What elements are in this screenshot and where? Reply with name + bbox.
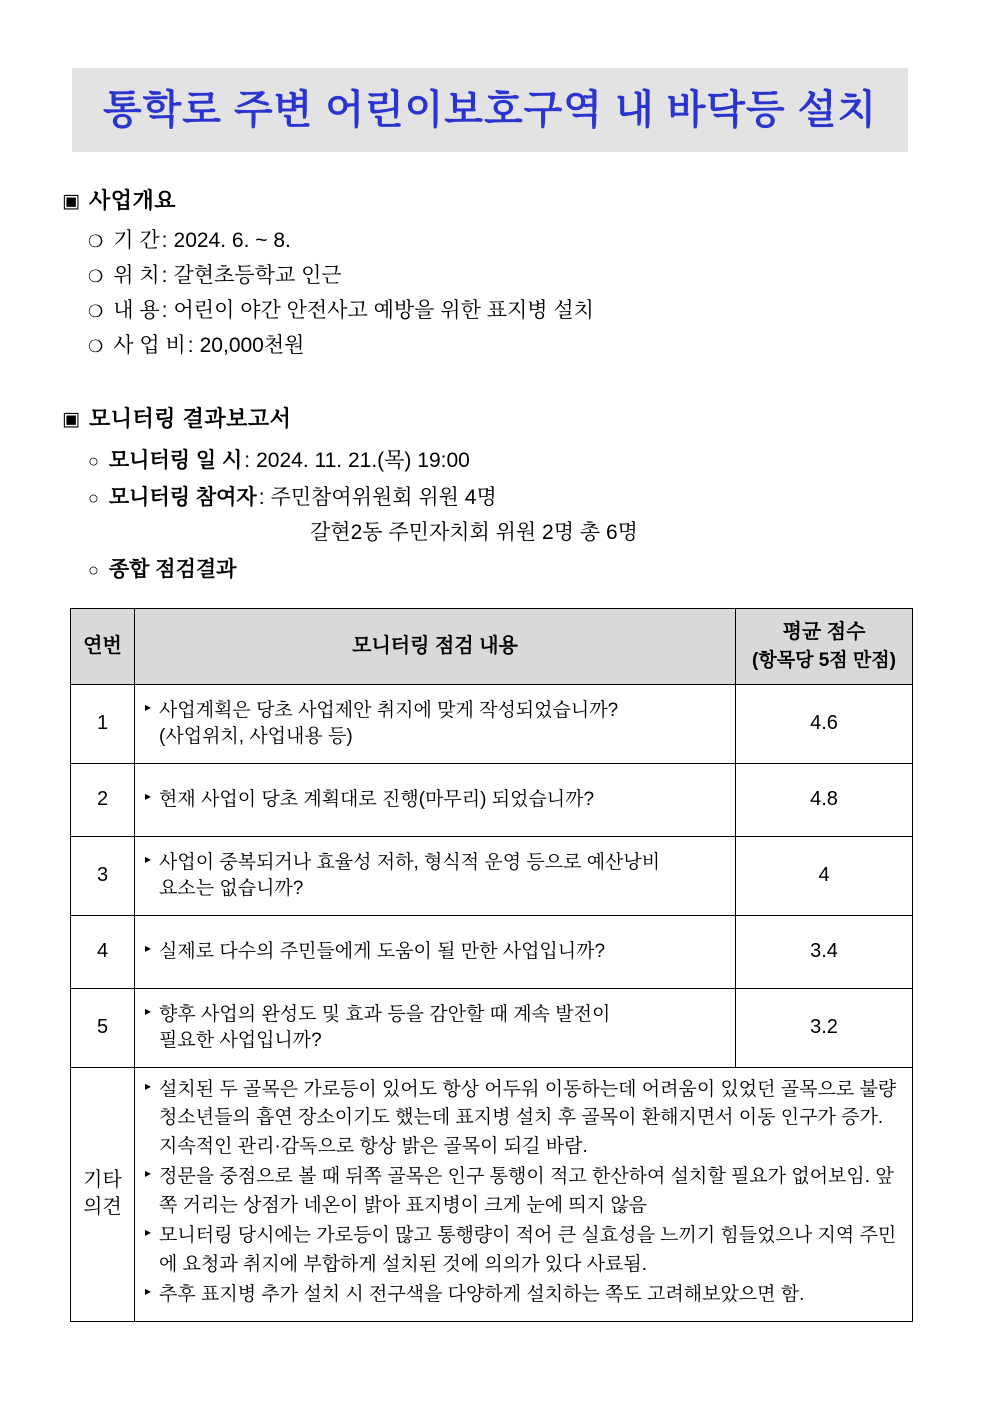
other-opinions-cell	[135, 1067, 913, 1321]
document-title-band	[72, 68, 908, 152]
list-item	[0, 559, 992, 580]
triangle-bullet-icon: ▸	[145, 788, 152, 803]
circle-bullet-icon: ❍	[88, 301, 104, 321]
question-text	[159, 1002, 727, 1053]
list-item	[145, 1281, 906, 1310]
circle-bullet-icon: ○	[88, 559, 99, 580]
field-value: 주민참여위원회 위원 4명	[270, 485, 497, 509]
colon-separator: :	[258, 485, 265, 509]
question-line-1: 향후 사업의 완성도 및 효과 등을 감안할 때 계속 발전이	[159, 1003, 611, 1025]
row-score: 3.2	[736, 988, 913, 1067]
list-item	[0, 335, 992, 356]
list-item	[0, 450, 992, 471]
report-item-list	[0, 450, 992, 508]
section-monitoring-report	[0, 404, 992, 580]
field-label: 기 간	[113, 228, 160, 252]
table-header-row	[71, 609, 913, 685]
colon-separator: :	[187, 333, 194, 357]
field-value: 20,000천원	[199, 333, 305, 357]
triangle-bullet-icon: ▸	[145, 1224, 152, 1239]
triangle-bullet-icon: ▸	[145, 699, 152, 714]
row-question	[135, 836, 736, 915]
opinion-text: 설치된 두 골목은 가로등이 있어도 항상 어두워 이동하는데 어려움이 있었던 골목으로 불량 청소년들의 흡연 장소이기도 했는데 표지병 설치 후 골목이 환해지면서 이동 인구가 증가. 지속적인 관리·감독으로 항상 밝은 골목이 되길 바람.	[159, 1078, 897, 1158]
colon-separator: :	[161, 228, 168, 252]
triangle-bullet-icon: ▸	[145, 940, 152, 955]
question-text	[159, 787, 727, 813]
circle-bullet-icon: ○	[88, 450, 99, 471]
row-score: 4.6	[736, 684, 913, 763]
result-heading-list	[0, 559, 992, 580]
table-row	[71, 915, 913, 988]
opinion-text: 정문을 중점으로 볼 때 뒤쪽 골목은 인구 통행이 적고 한산하여 설치할 필요가 없어보임. 앞쪽 거리는 상점가 네온이 밝아 표지병이 크게 눈에 띄지 않음	[159, 1166, 894, 1217]
colon-separator: :	[161, 298, 168, 322]
overview-item-list	[0, 230, 992, 356]
triangle-bullet-icon: ▸	[145, 1166, 152, 1181]
table-row	[71, 836, 913, 915]
table-row	[71, 988, 913, 1067]
row-label-other-opinions	[71, 1067, 135, 1321]
section-heading-report	[0, 404, 992, 434]
section-marker-icon: ▣	[62, 191, 80, 212]
row-number: 1	[71, 684, 135, 763]
triangle-bullet-icon: ▸	[145, 1003, 152, 1018]
list-item	[145, 1163, 906, 1221]
result-heading-label: 종합 점검결과	[108, 557, 237, 581]
table-row-other-opinions	[71, 1067, 913, 1321]
section-marker-icon: ▣	[62, 409, 80, 430]
circle-bullet-icon: ❍	[88, 336, 104, 356]
participants-second-line: 갈현2동 주민자치회 위원 2명 총 6명	[310, 520, 638, 544]
circle-bullet-icon: ❍	[88, 266, 104, 286]
list-item	[145, 1222, 906, 1280]
list-item	[0, 230, 992, 251]
question-text	[159, 939, 727, 965]
table-header	[71, 609, 913, 685]
row-question	[135, 988, 736, 1067]
etc-label-line-2: 의견	[83, 1196, 122, 1219]
circle-bullet-icon: ○	[88, 487, 99, 508]
column-header-no: 연번	[71, 609, 135, 685]
opinion-text: 모니터링 당시에는 가로등이 많고 통행량이 적어 큰 실효성을 느끼기 힘들었으나 지역 주민에 요청과 취지에 부합하게 설치된 것에 의의가 있다 사료됨.	[159, 1224, 897, 1275]
row-score: 3.4	[736, 915, 913, 988]
page-title: 통학로 주변 어린이보호구역 내 바닥등 설치	[102, 88, 878, 132]
field-value: 2024. 6. ~ 8.	[173, 228, 291, 252]
column-header-score	[736, 609, 913, 685]
list-item	[145, 1076, 906, 1163]
column-header-content: 모니터링 점검 내용	[135, 609, 736, 685]
question-text	[159, 850, 727, 901]
opinion-list	[145, 1076, 906, 1310]
circle-bullet-icon: ❍	[88, 231, 104, 251]
section-heading-overview	[0, 186, 992, 216]
column-header-score-main: 평균 점수	[782, 621, 866, 643]
row-score: 4	[736, 836, 913, 915]
column-header-score-sub: (항목당 5점 만점)	[752, 650, 896, 671]
list-item	[0, 300, 992, 321]
field-label: 모니터링 참여자	[108, 485, 257, 509]
field-label: 위 치	[113, 263, 160, 287]
colon-separator: :	[161, 263, 168, 287]
table-body	[71, 684, 913, 1321]
question-line-2: 필요한 사업입니까?	[159, 1029, 322, 1051]
monitoring-score-table	[70, 608, 913, 1322]
triangle-bullet-icon: ▸	[145, 851, 152, 866]
list-item	[0, 265, 992, 286]
row-question	[135, 763, 736, 836]
row-question	[135, 915, 736, 988]
section-title-report: 모니터링 결과보고서	[88, 406, 292, 431]
table-row	[71, 763, 913, 836]
triangle-bullet-icon: ▸	[145, 1283, 152, 1298]
table-row	[71, 684, 913, 763]
question-line-1: 실제로 다수의 주민들에게 도움이 될 만한 사업입니까?	[159, 940, 606, 962]
row-score: 4.8	[736, 763, 913, 836]
field-label: 내 용	[113, 298, 160, 322]
field-label: 사 업 비	[113, 333, 186, 357]
question-line-2: 요소는 없습니까?	[159, 877, 304, 899]
field-value: 어린이 야간 안전사고 예방을 위한 표지병 설치	[173, 298, 594, 322]
row-number: 3	[71, 836, 135, 915]
field-value: 갈현초등학교 인근	[173, 263, 342, 287]
question-line-2: (사업위치, 사업내용 등)	[159, 725, 353, 747]
colon-separator: :	[244, 448, 251, 472]
triangle-bullet-icon: ▸	[145, 1078, 152, 1093]
opinion-text: 추후 표지병 추가 설치 시 전구색을 다양하게 설치하는 쪽도 고려해보았으면 함.	[159, 1283, 805, 1305]
section-title-overview: 사업개요	[88, 188, 176, 213]
field-value: 2024. 11. 21.(목) 19:00	[256, 448, 470, 472]
question-line-1: 현재 사업이 당초 계획대로 진행(마무리) 되었습니까?	[159, 788, 595, 810]
list-item	[0, 487, 992, 508]
question-text	[159, 698, 727, 749]
question-line-1: 사업이 중복되거나 효율성 저하, 형식적 운영 등으로 예산낭비	[159, 851, 661, 873]
row-number: 5	[71, 988, 135, 1067]
row-question	[135, 684, 736, 763]
row-number: 4	[71, 915, 135, 988]
section-project-overview	[0, 186, 992, 356]
row-number: 2	[71, 763, 135, 836]
field-label: 모니터링 일 시	[108, 448, 243, 472]
etc-label-line-1: 기타	[83, 1169, 122, 1192]
question-line-1: 사업계획은 당초 사업제안 취지에 맞게 작성되었습니까?	[159, 699, 619, 721]
